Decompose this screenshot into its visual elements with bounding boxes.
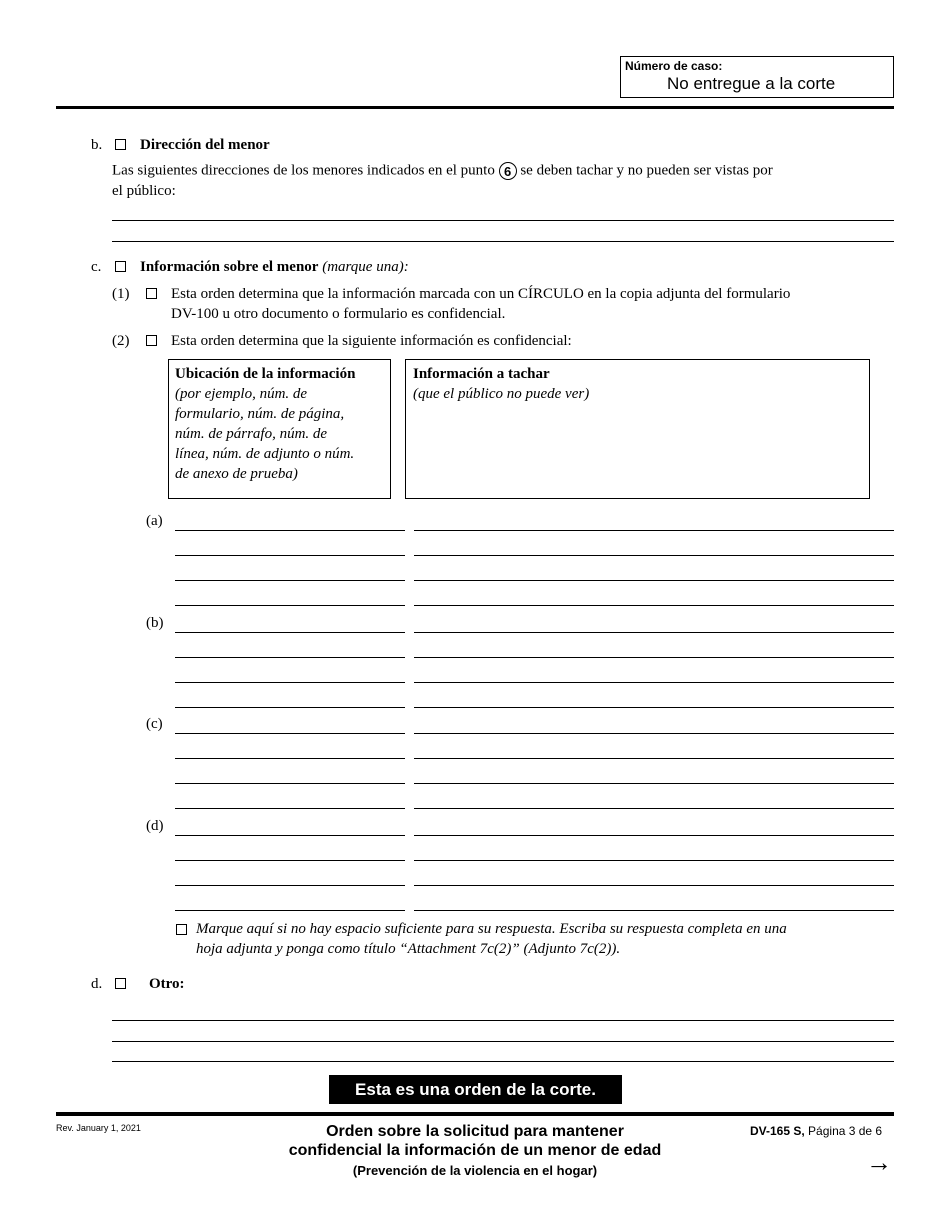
section-b-text-after: se deben tachar y no pueden ser vistas por: [520, 162, 773, 179]
attachment-checkbox[interactable]: [176, 924, 187, 935]
footer-subtitle: (Prevención de la violencia en el hogar): [352, 1163, 598, 1178]
option-1-text-line2: DV-100 u otro documento o formulario es confidencial.: [171, 306, 506, 322]
option-2-checkbox[interactable]: [146, 335, 157, 346]
header-rule: [56, 106, 894, 109]
redact-field-line[interactable]: [414, 530, 894, 531]
row-label: (d): [146, 818, 164, 834]
footer-title-line2: confidencial la información de un menor de edad: [288, 1142, 662, 1159]
section-d-letter: d.: [91, 976, 103, 992]
location-field-line[interactable]: [175, 580, 405, 581]
option-1-checkbox[interactable]: [146, 288, 157, 299]
section-b-line-1[interactable]: [112, 220, 894, 221]
location-field-line[interactable]: [175, 682, 405, 683]
option-2-text: Esta orden determina que la siguiente información es confidencial:: [171, 333, 572, 349]
section-b-text-line2: el público:: [112, 183, 176, 199]
attachment-text-line1: Marque aquí si no hay espacio suficiente para su respuesta. Escriba su respuesta completa en una: [196, 921, 787, 937]
case-number-label: Número de caso:: [625, 59, 723, 73]
section-d-line-1[interactable]: [112, 1020, 894, 1021]
redact-field-line[interactable]: [414, 733, 894, 734]
location-field-line[interactable]: [175, 783, 405, 784]
section-d-checkbox[interactable]: [115, 978, 126, 989]
redact-header-box: [405, 359, 870, 499]
redact-field-line[interactable]: [414, 605, 894, 606]
redact-field-line[interactable]: [414, 808, 894, 809]
section-b-text: [112, 162, 773, 180]
location-header-line: línea, núm. de adjunto o núm.: [175, 446, 355, 462]
section-d-line-2[interactable]: [112, 1041, 894, 1042]
location-header-line: núm. de párrafo, núm. de: [175, 426, 328, 442]
section-d-title: Otro:: [149, 976, 185, 992]
item-number-circle: 6: [499, 162, 517, 180]
location-field-line[interactable]: [175, 555, 405, 556]
redact-field-line[interactable]: [414, 707, 894, 708]
row-label: (c): [146, 716, 163, 732]
section-b-letter: b.: [91, 137, 103, 153]
location-field-line[interactable]: [175, 835, 405, 836]
section-c-title-wrap: [140, 259, 409, 276]
form-id: DV-165 S,: [750, 1124, 805, 1138]
redact-field-line[interactable]: [414, 758, 894, 759]
option-1-text-line1: Esta orden determina que la información marcada con un CÍRCULO en la copia adjunta del formulario: [171, 286, 791, 302]
section-b-line-2[interactable]: [112, 241, 894, 242]
location-field-line[interactable]: [175, 657, 405, 658]
location-field-line[interactable]: [175, 860, 405, 861]
next-page-arrow-icon[interactable]: →: [866, 1147, 892, 1177]
revision-date: Rev. January 1, 2021: [56, 1123, 141, 1133]
redact-field-line[interactable]: [414, 885, 894, 886]
location-field-line[interactable]: [175, 733, 405, 734]
location-header-line: de anexo de prueba): [175, 466, 298, 482]
form-page-info: [750, 1124, 882, 1138]
redact-field-line[interactable]: [414, 632, 894, 633]
section-b-text-before: Las siguientes direcciones de los menores indicados en el punto: [112, 162, 495, 179]
row-label: (b): [146, 615, 164, 631]
option-1-number: (1): [112, 286, 130, 302]
section-c-letter: c.: [91, 259, 102, 275]
location-field-line[interactable]: [175, 885, 405, 886]
location-header-line: (por ejemplo, núm. de: [175, 386, 308, 402]
option-2-number: (2): [112, 333, 130, 349]
page-number: Página 3 de 6: [808, 1124, 883, 1138]
redact-field-line[interactable]: [414, 555, 894, 556]
section-c-title: Información sobre el menor: [140, 259, 319, 275]
section-b-title: Dirección del menor: [140, 137, 270, 153]
case-number-value: No entregue a la corte: [667, 74, 836, 93]
section-c-checkbox[interactable]: [115, 261, 126, 272]
location-field-line[interactable]: [175, 758, 405, 759]
section-d-line-3[interactable]: [112, 1061, 894, 1062]
redact-header-title: Información a tachar: [413, 366, 550, 382]
location-header-line: formulario, núm. de página,: [175, 406, 345, 422]
location-field-line[interactable]: [175, 632, 405, 633]
redact-field-line[interactable]: [414, 580, 894, 581]
location-field-line[interactable]: [175, 530, 405, 531]
case-number-box: [620, 56, 894, 98]
footer-rule: [56, 1112, 894, 1116]
court-order-banner: Esta es una orden de la corte.: [329, 1075, 622, 1104]
attachment-text-line2: hoja adjunta y ponga como título “Attachment 7c(2)” (Adjunto 7c(2)).: [196, 941, 621, 957]
location-field-line[interactable]: [175, 707, 405, 708]
section-c-title-note: (marque una):: [322, 259, 409, 275]
redact-field-line[interactable]: [414, 783, 894, 784]
footer-title-line1: Orden sobre la solicitud para mantener: [326, 1123, 624, 1140]
redact-field-line[interactable]: [414, 682, 894, 683]
row-label: (a): [146, 513, 163, 529]
redact-field-line[interactable]: [414, 657, 894, 658]
location-header-box: [168, 359, 391, 499]
location-field-line[interactable]: [175, 808, 405, 809]
redact-field-line[interactable]: [414, 910, 894, 911]
redact-field-line[interactable]: [414, 835, 894, 836]
redact-field-line[interactable]: [414, 860, 894, 861]
location-field-line[interactable]: [175, 605, 405, 606]
location-field-line[interactable]: [175, 910, 405, 911]
location-header-title: Ubicación de la información: [175, 366, 356, 382]
redact-header-note: (que el público no puede ver): [413, 386, 590, 402]
section-b-checkbox[interactable]: [115, 139, 126, 150]
